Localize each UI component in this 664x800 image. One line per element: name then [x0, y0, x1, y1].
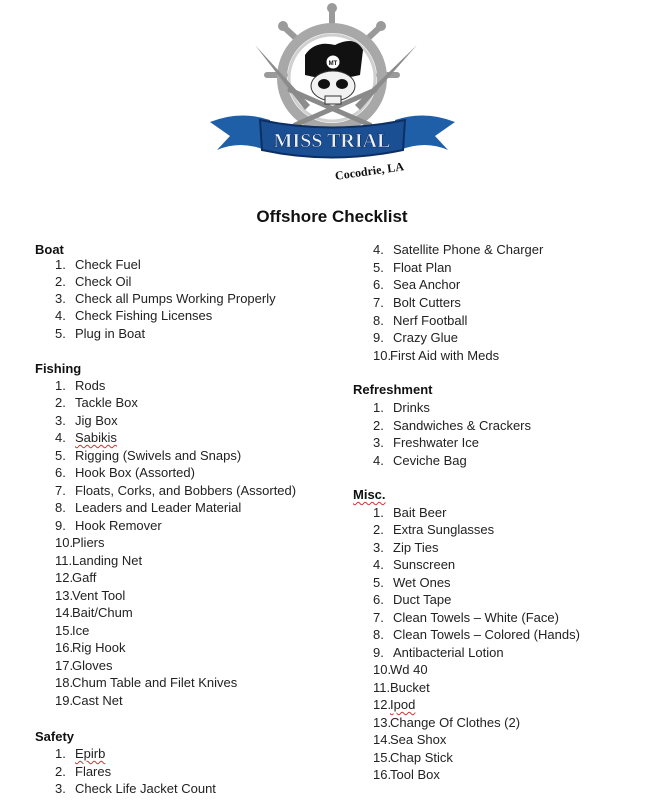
- list-item: 8. Nerf Football: [373, 313, 468, 328]
- list-item: 7. Clean Towels – White (Face): [373, 610, 559, 625]
- list-item: 2. Sandwiches & Crackers: [373, 418, 531, 433]
- section-heading-misc: Misc.: [353, 487, 386, 502]
- list-item: 9. Crazy Glue: [373, 330, 459, 345]
- list-item: 9. Antibacterial Lotion: [373, 645, 504, 660]
- list-item: 2. Check Oil: [55, 274, 132, 289]
- list-item: 1. Check Fuel: [55, 257, 141, 272]
- list-item: 6. Hook Box (Assorted): [55, 465, 195, 480]
- list-item: 11.Bucket: [373, 680, 430, 695]
- list-item: 10.First Aid with Meds: [373, 348, 500, 363]
- list-item: 3. Freshwater Ice: [373, 435, 479, 450]
- section-heading-safety: Safety: [35, 729, 75, 744]
- svg-text:MT: MT: [328, 61, 338, 67]
- list-item: 13.Change Of Clothes (2): [373, 715, 521, 730]
- list-item: 2. Flares: [55, 764, 112, 779]
- list-item: 15.Chap Stick: [373, 750, 453, 765]
- list-item: 19.Cast Net: [55, 693, 123, 708]
- list-item: 4. Ceviche Bag: [373, 453, 467, 468]
- list-item: 14.Bait/Chum: [55, 605, 133, 620]
- list-item: 15.Ice: [55, 623, 90, 638]
- list-item: 17.Gloves: [55, 658, 113, 673]
- list-item: 12.Gaff: [55, 570, 97, 585]
- list-item: 3. Jig Box: [55, 413, 118, 428]
- list-item: 3. Zip Ties: [373, 540, 439, 555]
- list-item: 3. Check all Pumps Working Properly: [55, 291, 276, 306]
- list-item: 18.Chum Table and Filet Knives: [55, 675, 238, 690]
- section-heading-refreshment: Refreshment: [353, 382, 433, 397]
- list-item: 7. Bolt Cutters: [373, 295, 461, 310]
- list-item: 4. Check Fishing Licenses: [55, 308, 213, 323]
- list-item: 12.Ipod: [373, 697, 416, 712]
- list-item: 1. Rods: [55, 378, 106, 393]
- logo-graphic: [205, 0, 460, 195]
- list-item: 5. Wet Ones: [373, 575, 451, 590]
- miss-trial-logo: [205, 0, 460, 195]
- section-heading-fishing: Fishing: [35, 361, 82, 376]
- list-item: 6. Sea Anchor: [373, 277, 461, 292]
- list-item: 5. Plug in Boat: [55, 326, 146, 341]
- list-item: 14.Sea Shox: [373, 732, 447, 747]
- list-item: 1. Epirb: [55, 746, 106, 761]
- list-item: 4. Satellite Phone & Charger: [373, 242, 544, 257]
- list-item: 6. Duct Tape: [373, 592, 452, 607]
- svg-text:Cocodrie, LA: Cocodrie, LA: [334, 159, 405, 183]
- list-item: 4. Sunscreen: [373, 557, 456, 572]
- section-heading-boat: Boat: [35, 242, 64, 257]
- list-item: 1. Drinks: [373, 400, 430, 415]
- list-item: 10.Wd 40: [373, 662, 428, 677]
- list-item: 10.Pliers: [55, 535, 105, 550]
- list-item: 11.Landing Net: [55, 553, 143, 568]
- list-item: 5. Rigging (Swivels and Snaps): [55, 448, 242, 463]
- list-item: 3. Check Life Jacket Count: [55, 781, 216, 796]
- list-item: 5. Float Plan: [373, 260, 452, 275]
- list-item: 8. Clean Towels – Colored (Hands): [373, 627, 580, 642]
- list-item: 13.Vent Tool: [55, 588, 126, 603]
- list-item: 9. Hook Remover: [55, 518, 162, 533]
- list-item: 16.Tool Box: [373, 767, 440, 782]
- list-item: 2. Tackle Box: [55, 395, 138, 410]
- list-item: 7. Floats, Corks, and Bobbers (Assorted): [55, 483, 297, 498]
- list-item: 8. Leaders and Leader Material: [55, 500, 242, 515]
- list-item: 16.Rig Hook: [55, 640, 126, 655]
- page-title: Offshore Checklist: [256, 207, 408, 226]
- list-item: 4. Sabikis: [55, 430, 117, 445]
- list-item: 1. Bait Beer: [373, 505, 447, 520]
- list-item: 2. Extra Sunglasses: [373, 522, 495, 537]
- svg-text:MISS TRIAL: MISS TRIAL: [273, 130, 391, 152]
